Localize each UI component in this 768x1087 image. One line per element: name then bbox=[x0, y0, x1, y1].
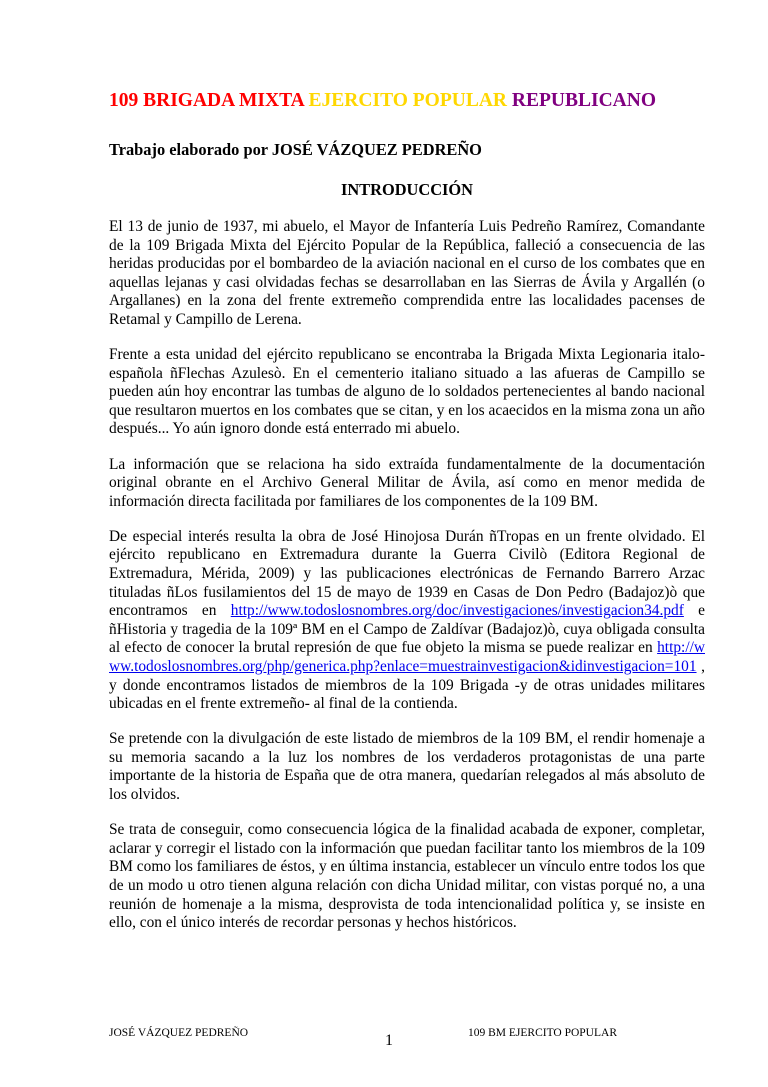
document-title bbox=[109, 88, 709, 114]
footer-author: JOSÉ VÁZQUEZ PEDREÑO bbox=[109, 1027, 249, 1039]
document-body bbox=[109, 218, 705, 949]
paragraph-2: Frente a esta unidad del ejército republicano se encontraba la Brigada Mixta Legionaria italo-española ñFlechas Azulesò. En el cementerio italiano situado a las afueras de Campillo se pueden aún hoy encontrar las tumbas de alguno de lo soldados pertenecientes al bando nacional que resultaron muertos en los combates que se citan, y en los acaecidos en la misma zona un año después... Yo aún ignoro donde está enterrado mi abuelo. bbox=[109, 346, 705, 438]
page-number: 1 bbox=[385, 1032, 393, 1049]
paragraph-4-text-a: De especial interés resulta la obra de José Hinojosa Durán ñTropas en un frente olvidado. El ejército republicano en Extremadura durante la Guerra Civilò (Editora Regional de Extremadura, Mérida, 2009) y las publicaciones electrónicas de Fernando Barrero Arzac tituladas ñLos fusilamientos del 15 de mayo de 1939 en Casas de Don Pedro (Badajoz)ò que encontramos en bbox=[109, 527, 705, 620]
investigacion34-link[interactable]: http://www.todoslosnombres.org/doc/investigaciones/investigacion34.pdf bbox=[230, 602, 684, 620]
paragraph-6: Se trata de conseguir, como consecuencia lógica de la finalidad acabada de exponer, completar, aclarar y corregir el listado con la información que puedan facilitar tanto los miembros de la 109 BM como los familiares de éstos, y en última instancia, establecer un vínculo entre todos los que de un modo u otro tienen alguna relación con dicha Unidad militar, con vistas porqué no, a una reunión de homenaje a la misma, desprovista de toda intencionalidad política y, se insiste en ello, con el único interés de recordar personas y hechos históricos. bbox=[109, 821, 705, 932]
title-part-purple: REPUBLICANO bbox=[511, 90, 656, 111]
paragraph-1: El 13 de junio de 1937, mi abuelo, el Mayor de Infantería Luis Pedreño Ramírez, Comandante de la 109 Brigada Mixta del Ejército Popular de la República, falleció a consecuencia de las heridas producidas por el bombardeo de la aviación nacional en el curso de los combates que en aquellas lejanas y casi olvidadas fechas se desarrollaban en las Sierras de Ávila y Argallén (o Argallanes) en la zona del frente extremeño comprendida entre las localidades pacenses de Retamal y Campillo de Lerena. bbox=[109, 218, 705, 328]
paragraph-4-text-b: e ñHistoria y tragedia de la 109ª BM en el Campo de Zaldívar (Badajoz)ò, cuya obligada consulta al efecto de conocer la brutal represión de que fue objeto la misma se puede realizar en bbox=[109, 602, 705, 657]
footer-title: 109 BM EJERCITO POPULAR bbox=[468, 1027, 617, 1039]
paragraph-4-text-c: , y donde encontramos listados de miembros de la 109 Brigada -y de otras unidades militares ubicadas en el frente extremeño- al final de la contienda. bbox=[109, 657, 705, 713]
paragraph-4 bbox=[109, 528, 705, 714]
paragraph-3: La información que se relaciona ha sido extraída fundamentalmente de la documentación original obrante en el Archivo General Militar de Ávila, así como en menor medida de información directa facilitada por familiares de los componentes de la 109 BM. bbox=[109, 455, 705, 510]
author-line: Trabajo elaborado por JOSÉ VÁZQUEZ PEDREÑO bbox=[109, 140, 482, 159]
title-part-yellow: EJERCITO POPULAR bbox=[308, 90, 508, 111]
muestrainvestigacion-link[interactable]: http://www.todoslosnombres.org/php/generica.php?enlace=muestrainvestigacion&idinvestigacion=101 bbox=[109, 639, 705, 675]
paragraph-5: Se pretende con la divulgación de este listado de miembros de la 109 BM, el rendir homenaje a su memoria sacando a la luz los nombres de los verdaderos protagonistas de una parte importante de la historia de España que de otra manera, quedarían relegados al más absoluto de los olvidos. bbox=[109, 730, 705, 804]
section-heading: INTRODUCCIÓN bbox=[340, 180, 474, 199]
title-part-red: 109 BRIGADA MIXTA bbox=[109, 90, 304, 111]
page-footer bbox=[109, 1027, 709, 1057]
